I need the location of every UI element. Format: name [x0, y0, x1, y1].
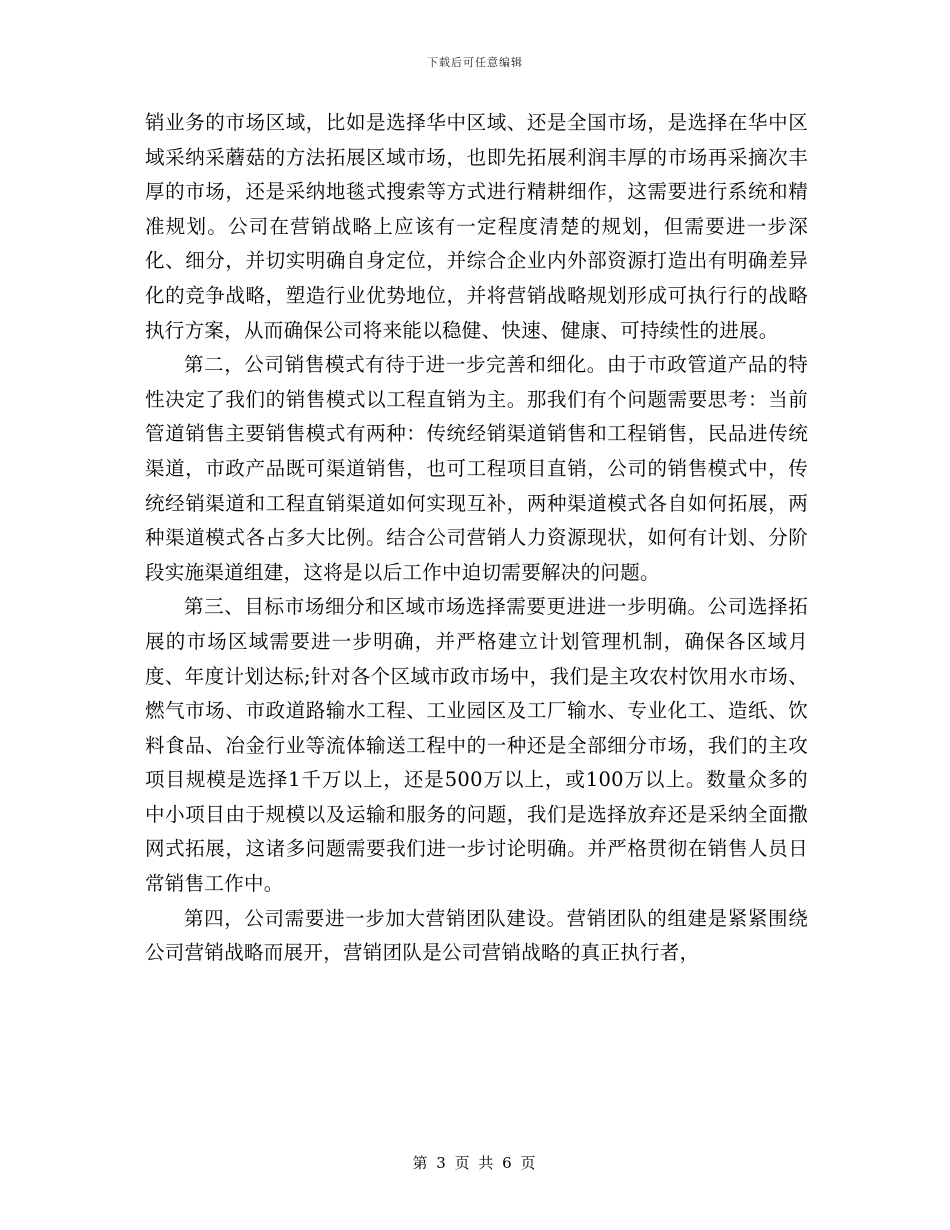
- paragraph-fourth: 第四，公司需要进一步加大营销团队建设。营销团队的组建是紧紧围绕公司营销战略而展开，营销团队是公司营销战略的真正执行者，: [145, 906, 808, 965]
- paragraph-third: 第三、目标市场细分和区域市场选择需要更进进一步明确。公司选择拓展的市场区域需要进一步明确，并严格建立计划管理机制，确保各区域月度、年度计划达标;针对各个区域市政市场中，我们是主攻农村饮用水市场、燃气市场、市政道路输水工程、工业园区及工厂输水、专业化工、造纸、饮料食品、冶金行业等流体输送工程中的一种还是全部细分市场，我们的主攻项目规模是选择1千万以上，还是500万以上，或100万以上。数量众多的中小项目由于规模以及运输和服务的问题，我们是选择放弃还是采纳全面撒网式拓展，这诸多问题需要我们进一步讨论明确。并严格贯彻在销售人员日常销售工作中。: [145, 595, 808, 896]
- paragraph-continuation: 销业务的市场区域，比如是选择华中区域、还是全国市场，是选择在华中区域采纳采蘑菇的方法拓展区域市场，也即先拓展利润丰厚的市场再采摘次丰厚的市场，还是采纳地毯式搜索等方式进行精耕细作，这需要进行系统和精准规划。公司在营销战略上应该有一定程度清楚的规划，但需要进一步深化、细分，并切实明确自身定位，并综合企业内外部资源打造出有明确差异化的竞争战略，塑造行业优势地位，并将营销战略规划形成可执行行的战略执行方案，从而确保公司将来能以稳健、快速、健康、可持续性的进展。: [145, 111, 808, 342]
- paragraph-second: 第二，公司销售模式有待于进一步完善和细化。由于市政管道产品的特性决定了我们的销售模式以工程直销为主。那我们有个问题需要思考：当前管道销售主要销售模式有两种：传统经销渠道销售和工程销售，民品进传统渠道，市政产品既可渠道销售，也可工程项目直销，公司的销售模式中，传统经销渠道和工程直销渠道如何实现互补，两种渠道模式各自如何拓展，两种渠道模式各占多大比例。结合公司营销人力资源现状，如何有计划、分阶段实施渠道组建，这将是以后工作中迫切需要解决的问题。: [145, 353, 808, 584]
- page-number-footer: 第 3 页 共 6 页: [412, 1154, 538, 1172]
- document-body: [145, 106, 808, 971]
- page-header: 下载后可任意编辑: [427, 56, 523, 69]
